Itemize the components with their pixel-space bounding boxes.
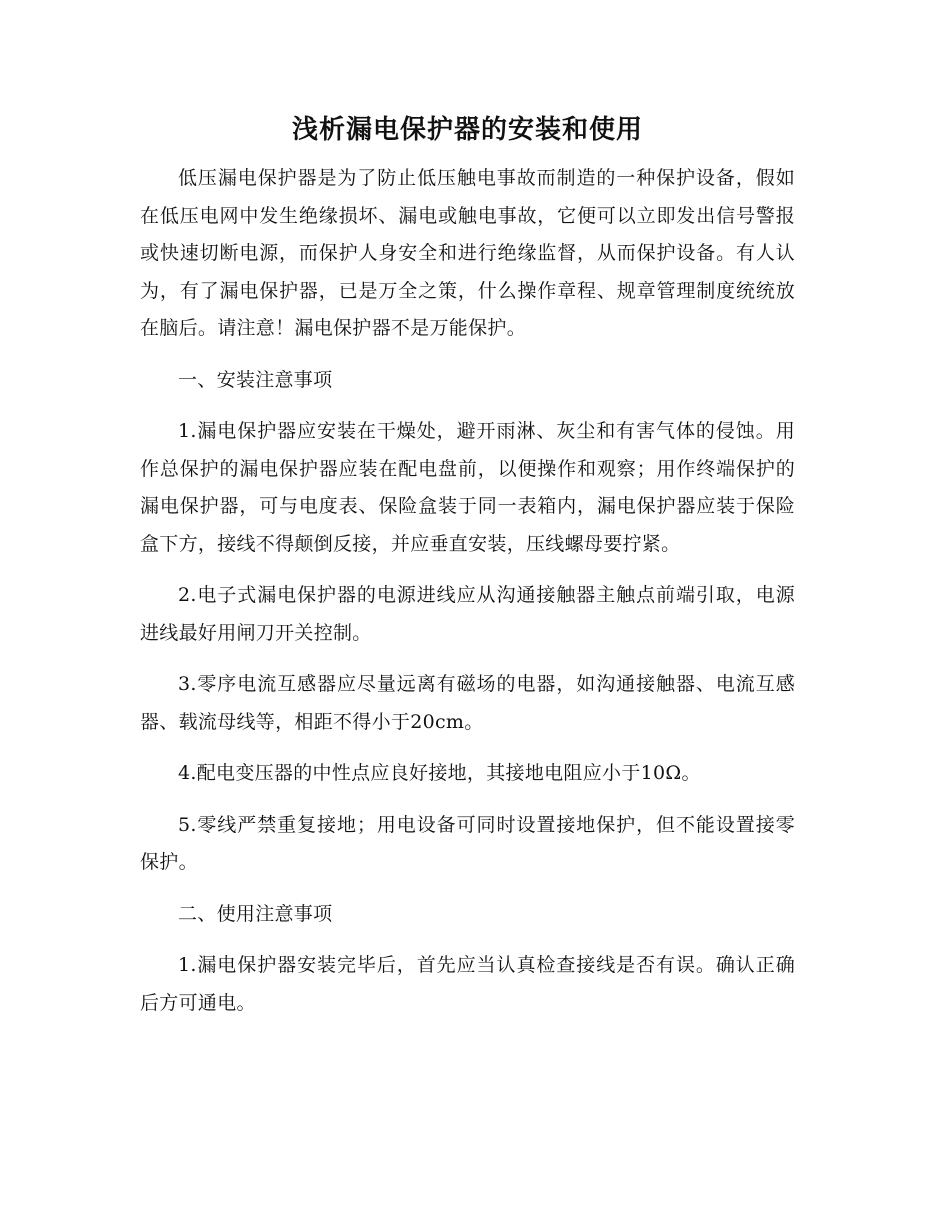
installation-item-3: 3.零序电流互感器应尽量远离有磁场的电器，如沟通接触器、电流互感器、载流母线等，相距不得小于20cm。	[140, 673, 795, 733]
usage-item-1: 1.漏电保护器安装完毕后，首先应当认真检查接线是否有误。确认正确后方可通电。	[140, 954, 795, 1014]
document-title: 浅析漏电保护器的安装和使用	[291, 115, 643, 145]
installation-item-4: 4.配电变压器的中性点应良好接地，其接地电阻应小于10Ω。	[178, 762, 701, 784]
intro-paragraph: 低压漏电保护器是为了防止低压触电事故而制造的一种保护设备，假如在低压电网中发生绝缘损坏、漏电或触电事故，它便可以立即发出信号警报或快速切断电源，而保护人身安全和进行绝缘监督，从而保护设备。有人认为，有了漏电保护器，已是万全之策，什么操作章程、规章管理制度统统放在脑后。请注意！漏电保护器不是万能保护。	[140, 167, 795, 339]
document-body	[140, 108, 795, 1036]
installation-item-5: 5.零线严禁重复接地；用电设备可同时设置接地保护，但不能设置接零保护。	[140, 813, 795, 873]
section-heading-installation: 一、安装注意事项	[178, 368, 333, 391]
installation-item-1: 1.漏电保护器应安装在干燥处，避开雨淋、灰尘和有害气体的侵蚀。用作总保护的漏电保护器应装在配电盘前，以便操作和观察；用作终端保护的漏电保护器，可与电度表、保险盒装于同一表箱内，漏电保护器应装于保险盒下方，接线不得颠倒反接，并应垂直安装，压线螺母要拧紧。	[140, 420, 795, 555]
section-heading-usage: 二、使用注意事项	[178, 902, 333, 925]
installation-item-2: 2.电子式漏电保护器的电源进线应从沟通接触器主触点前端引取，电源进线最好用闸刀开关控制。	[140, 584, 795, 644]
